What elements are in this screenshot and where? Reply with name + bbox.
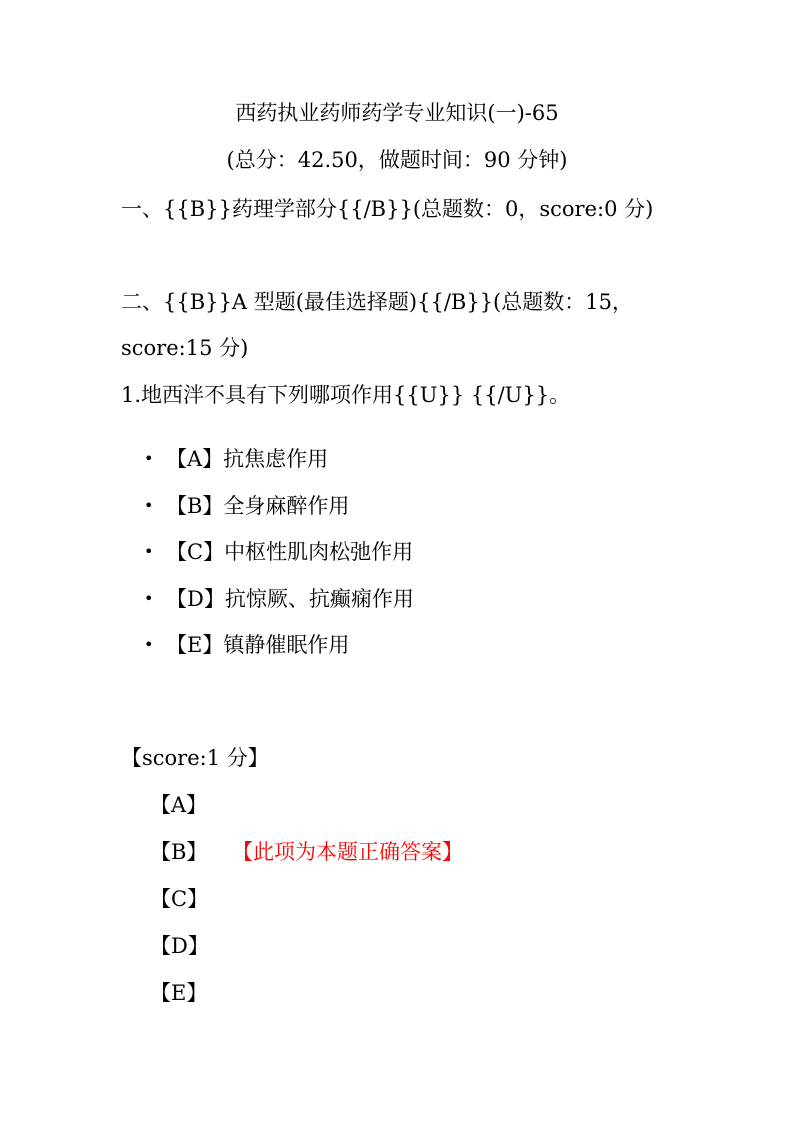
option-d [140, 576, 414, 623]
answer-label-c: 【C】 [150, 887, 209, 911]
document-subtitle: (总分：42.50，做题时间：90 分钟) [226, 148, 568, 172]
option-b-text: 【B】全身麻醉作用 [166, 493, 350, 518]
answer-row-d [150, 926, 209, 973]
correct-answer-mark: 【此项为本题正确答案】 [232, 840, 463, 864]
option-e [140, 622, 414, 669]
answer-row-e [150, 973, 209, 1020]
option-list [140, 436, 414, 669]
option-a-text: 【A】抗焦虑作用 [166, 447, 329, 471]
option-b [140, 483, 414, 530]
answer-list [150, 785, 463, 1020]
option-c [140, 529, 414, 576]
option-d-text: 【D】抗惊厥、抗癫痫作用 [166, 586, 414, 611]
document-title: 西药执业药师药学专业知识(一)-65 [235, 101, 559, 125]
answer-label-b: 【B】 [150, 840, 208, 864]
option-c-text: 【C】中枢性肌肉松弛作用 [166, 540, 414, 564]
bullet-icon: • [144, 635, 154, 654]
option-a [140, 436, 414, 483]
answer-label-e: 【E】 [150, 981, 208, 1005]
option-e-text: 【E】镇静催眠作用 [166, 633, 350, 657]
answer-label-a: 【A】 [150, 793, 208, 817]
answer-row-b [150, 832, 463, 879]
question-score: 【score:1 分】 [121, 746, 269, 770]
question-text: 1.地西泮不具有下列哪项作用{{U}} {{/U}}。 [121, 383, 571, 407]
answer-row-c [150, 879, 209, 926]
answer-label-d: 【D】 [150, 934, 209, 958]
bullet-icon: • [144, 542, 154, 561]
section-type-a: 二、{{B}}A 型题(最佳选择题){{/B}}(总题数：15，score:15 分) [121, 290, 633, 360]
bullet-icon: • [144, 588, 154, 608]
section-pharmacology: 一、{{B}}药理学部分{{/B}}(总题数：0，score:0 分) [121, 197, 654, 221]
bullet-icon: • [144, 449, 154, 468]
bullet-icon: • [144, 495, 154, 515]
answer-row-a [150, 785, 209, 832]
